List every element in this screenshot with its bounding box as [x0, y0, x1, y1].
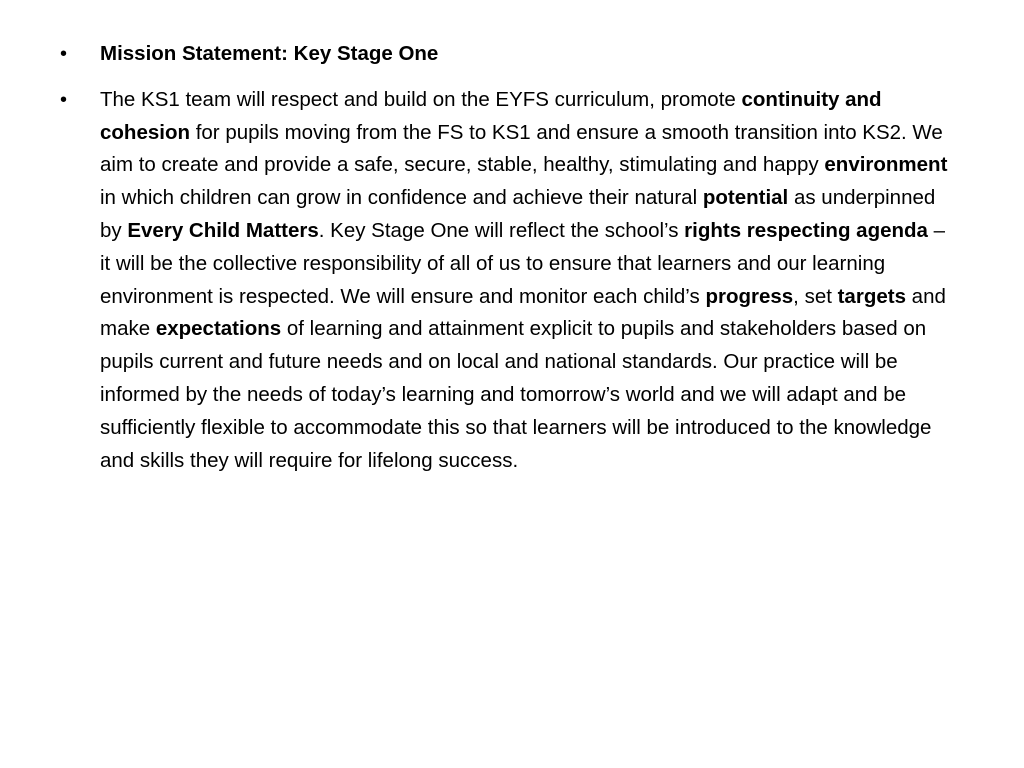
- paragraph-text: for pupils moving from the FS to KS1 and ensure a smooth transition into KS2. We aim to create and provide a safe, secure, stable, healthy, stimulating and happy: [100, 120, 943, 177]
- paragraph-text: as underpinned by: [100, 186, 936, 242]
- mission-paragraph: [100, 88, 947, 472]
- paragraph-text: and make: [100, 284, 946, 341]
- bullet-icon: •: [60, 88, 68, 111]
- paragraph-text: in which children can grow in confidence and achieve their natural: [100, 186, 703, 210]
- paragraph-text: – it will be the collective responsibility of all of us to ensure that learners and our learning environment is respected. We will ensure and monitor each child’s: [100, 218, 946, 308]
- bullet-item-paragraph: [60, 84, 955, 478]
- bold-expectations: expectations: [155, 317, 282, 341]
- paragraph-text: The KS1 team will respect and build on the EYFS curriculum, promote: [100, 87, 742, 111]
- paragraph-text: , set: [793, 284, 838, 308]
- slide-title: Mission Statement: Key Stage One: [100, 42, 439, 65]
- paragraph-text: . Key Stage One will reflect the school’s: [318, 218, 685, 242]
- bold-rights-respecting-agenda: rights respecting agenda: [684, 218, 928, 242]
- bold-targets: targets: [837, 284, 906, 308]
- bullet-item-title: [60, 38, 955, 71]
- bold-every-child-matters: Every Child Matters: [127, 218, 319, 242]
- paragraph-text: of learning and attainment explicit to pupils and stakeholders based on pupils current and future needs and on local and national standards. Our practice will be informed by the needs of today’s learning and tomorrow’s world and we will adapt and be sufficiently flexible to accommodate this so that learners will be introduced to the knowledge and skills they will require for lifelong success.: [100, 317, 932, 472]
- bold-potential: potential: [702, 186, 789, 210]
- bold-environment: environment: [824, 153, 948, 177]
- bullet-list: [60, 38, 955, 490]
- bold-continuity-and-cohesion: continuity and cohesion: [100, 87, 882, 144]
- bullet-icon: •: [60, 43, 68, 65]
- bold-progress: progress: [705, 284, 794, 308]
